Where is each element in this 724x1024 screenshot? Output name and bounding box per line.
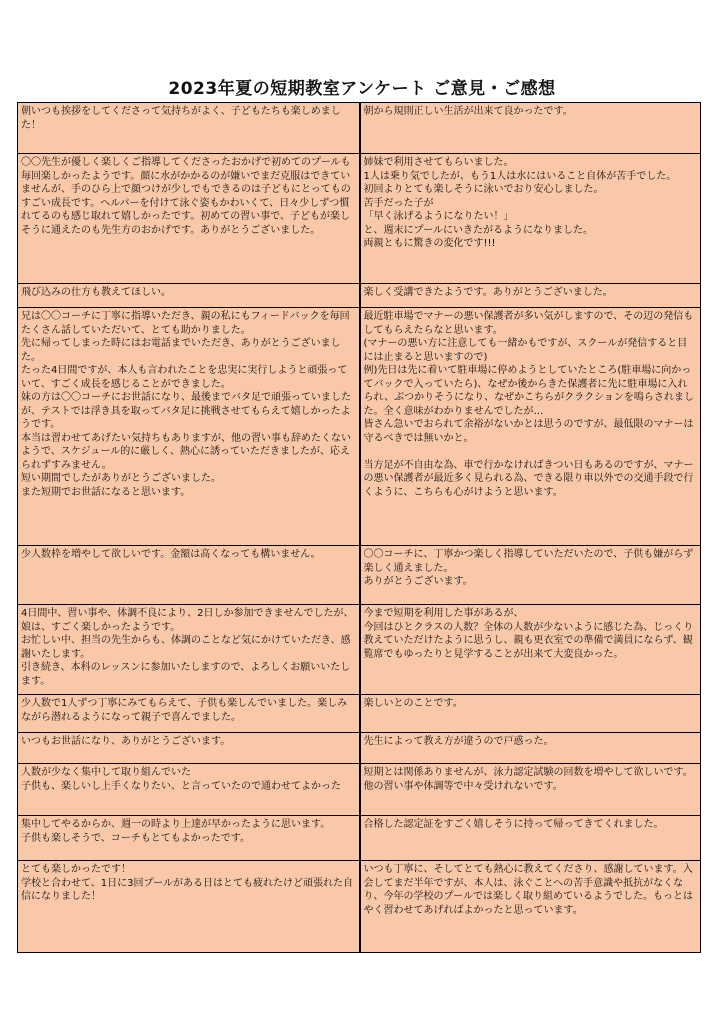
table-row bbox=[18, 733, 701, 764]
comment-left: 人数が少なく集中して取り組んでいた 子供も、楽しいし上手くなりたい、と言っていたので通わせてよかった bbox=[18, 764, 360, 816]
comment-left: いつもお世話になり、ありがとうございます。 bbox=[18, 733, 360, 764]
comment-left: とても楽しかったです！ 学校と合わせて、1日に3回プールがある日はとても疲れたけど頑張れた自信になりました！ bbox=[18, 861, 360, 953]
comment-left: 4日間中、習い事や、体調不良により、2日しか参加できませんでしたが、娘は、すごく楽しかったようです。 お忙しい中、担当の先生からも、体調のことなど気にかけていただき、感謝いたします。 引き続き、本科のレッスンに参加いたしますので、よろしくお願いいたします。 bbox=[18, 605, 360, 695]
comment-right: 楽しく受講できたようです。ありがとうございました。 bbox=[360, 284, 701, 308]
comment-right: いつも丁寧に、そしてとても熱心に教えてくださり、感謝しています。入会してまだ半年ですが、本人は、泳ぐことへの苦手意識や抵抗がなくなり、今年の学校のプールでは楽しく取り組めているようでした。もっとはやく習わせてあげればよかったと思っています。 bbox=[360, 861, 701, 953]
table-row bbox=[18, 308, 701, 546]
table-row bbox=[18, 154, 701, 284]
comment-right: 最近駐車場でマナーの悪い保護者が多い気がしますので、その辺の発信もしてもらえたらなと思います。 (マナーの悪い方に注意しても一緒かもですが、スクールが発信すると目には止まると思いますので) 例)先日は先に着いて駐車場に停めようとしていたところ(駐車場に向かってバックで入っていたら)、なぜか後からきた保護者に先に駐車場に入れられ、ぶつかりそうになり、なぜかこちらがクラクションを鳴らされました。全く意味がわかりませんでしたが… 皆さん急いでおられて余裕がないかとは思うのですが、最低限のマナーは守るべきでは無いかと。 当方足が不自由な為、車で行かなければきつい日もあるのですが、マナーの悪い保護者が最近多く見られる為、できる限り車以外での交通手段で行くように、こちらも心がけようと思います。 bbox=[360, 308, 701, 546]
survey-table bbox=[17, 102, 701, 953]
comment-right: 短期とは関係ありませんが、泳力認定試験の回数を増やして欲しいです。他の習い事や体調等で中々受けれないです。 bbox=[360, 764, 701, 816]
comment-left: 飛び込みの仕方も教えてほしい。 bbox=[18, 284, 360, 308]
page-title: 2023年夏の短期教室アンケート ご意見・ご感想 bbox=[168, 79, 556, 99]
comment-right: 朝から規則正しい生活が出来て良かったです。 bbox=[360, 103, 701, 154]
table-row bbox=[18, 816, 701, 861]
table-row bbox=[18, 861, 701, 953]
comment-left: 少人数枠を増やして欲しいです。金額は高くなっても構いません。 bbox=[18, 546, 360, 605]
table-row bbox=[18, 284, 701, 308]
table-row bbox=[18, 103, 701, 154]
comment-right: 合格した認定証をすごく嬉しそうに持って帰ってきてくれました。 bbox=[360, 816, 701, 861]
comment-left: 兄は〇〇コーチに丁寧に指導いただき、親の私にもフィードバックを毎回たくさん話していただいて、とても助かりました。 先に帰ってしまった時にはお電話までいただき、ありがとうございました。 たった4日間ですが、本人も言われたことを忠実に実行しようと頑張っていて、すごく成長を感じることができました。 妹の方は〇〇コーチにお世話になり、最後までバタ足で頑張っていましたが、テストでは浮き具を取ってバタ足に挑戦させてもらえて嬉しかったようです。 本当は習わせてあげたい気持ちもありますが、他の習い事も辞めたくないようで、スケジュール的に厳しく、熱心に誘っていただきましたが、応えられずすみません。 短い期間でしたがありがとうございました。 また短期でお世話になると思います。 bbox=[18, 308, 360, 546]
comment-right: 先生によって教え方が違うので戸惑った。 bbox=[360, 733, 701, 764]
table-row bbox=[18, 764, 701, 816]
table-row bbox=[18, 546, 701, 605]
comment-left: 少人数で1人ずつ丁寧にみてもらえて、子供も楽しんでいました。楽しみながら潜れるようになって親子で喜んでました。 bbox=[18, 695, 360, 733]
table-row bbox=[18, 695, 701, 733]
comment-left: 朝いつも挨拶をしてくださって気持ちがよく、子どもたちも楽しめました！ bbox=[18, 103, 360, 154]
comment-right: 姉妹で利用させてもらいました。 1人は乗り気でしたが、もう1人は水にはいること自体が苦手でした。 初回よりとても楽しそうに泳いでおり安心しました。 苦手だった子が 「早く泳げるようになりたい！」 と、週末にプールにいきたがるようになりました。 両親ともに驚きの変化です!!! bbox=[360, 154, 701, 284]
comment-right: 楽しいとのことです。 bbox=[360, 695, 701, 733]
comment-left: 集中してやるからか、週一の時より上達が早かったように思います。 子供も楽しそうで、コーチもとてもよかったです。 bbox=[18, 816, 360, 861]
comment-right: 今まで短期を利用した事があるが、 今回はひとクラスの人数？全体の人数が少ないように感じた為、じっくり教えていただけたように思うし、親も更衣室での準備で満員にならず、観覧席でもゆったりと見学することが出来て大変良かった。 bbox=[360, 605, 701, 695]
table-row bbox=[18, 605, 701, 695]
comment-right: 〇〇コーチに、丁寧かつ楽しく指導していただいたので、子供も嫌がらず楽しく通えました。 ありがとうございます。 bbox=[360, 546, 701, 605]
comment-left: 〇〇先生が優しく楽しくご指導してくださったおかげで初めてのプールも毎回楽しかったようです。顔に水がかかるのが嫌いでまだ克服はできていませんが、手のひら上で顔つけが少しでもできるのは子どもにとってものすごい成長です。ヘルパーを付けて泳ぐ姿もかわいくて、日々少しずつ慣れてるのも感じ取れて嬉しかったです。初めての習い事で、子どもが楽しそうに通えたのも先生方のおかげです。ありがとうございました。 bbox=[18, 154, 360, 284]
